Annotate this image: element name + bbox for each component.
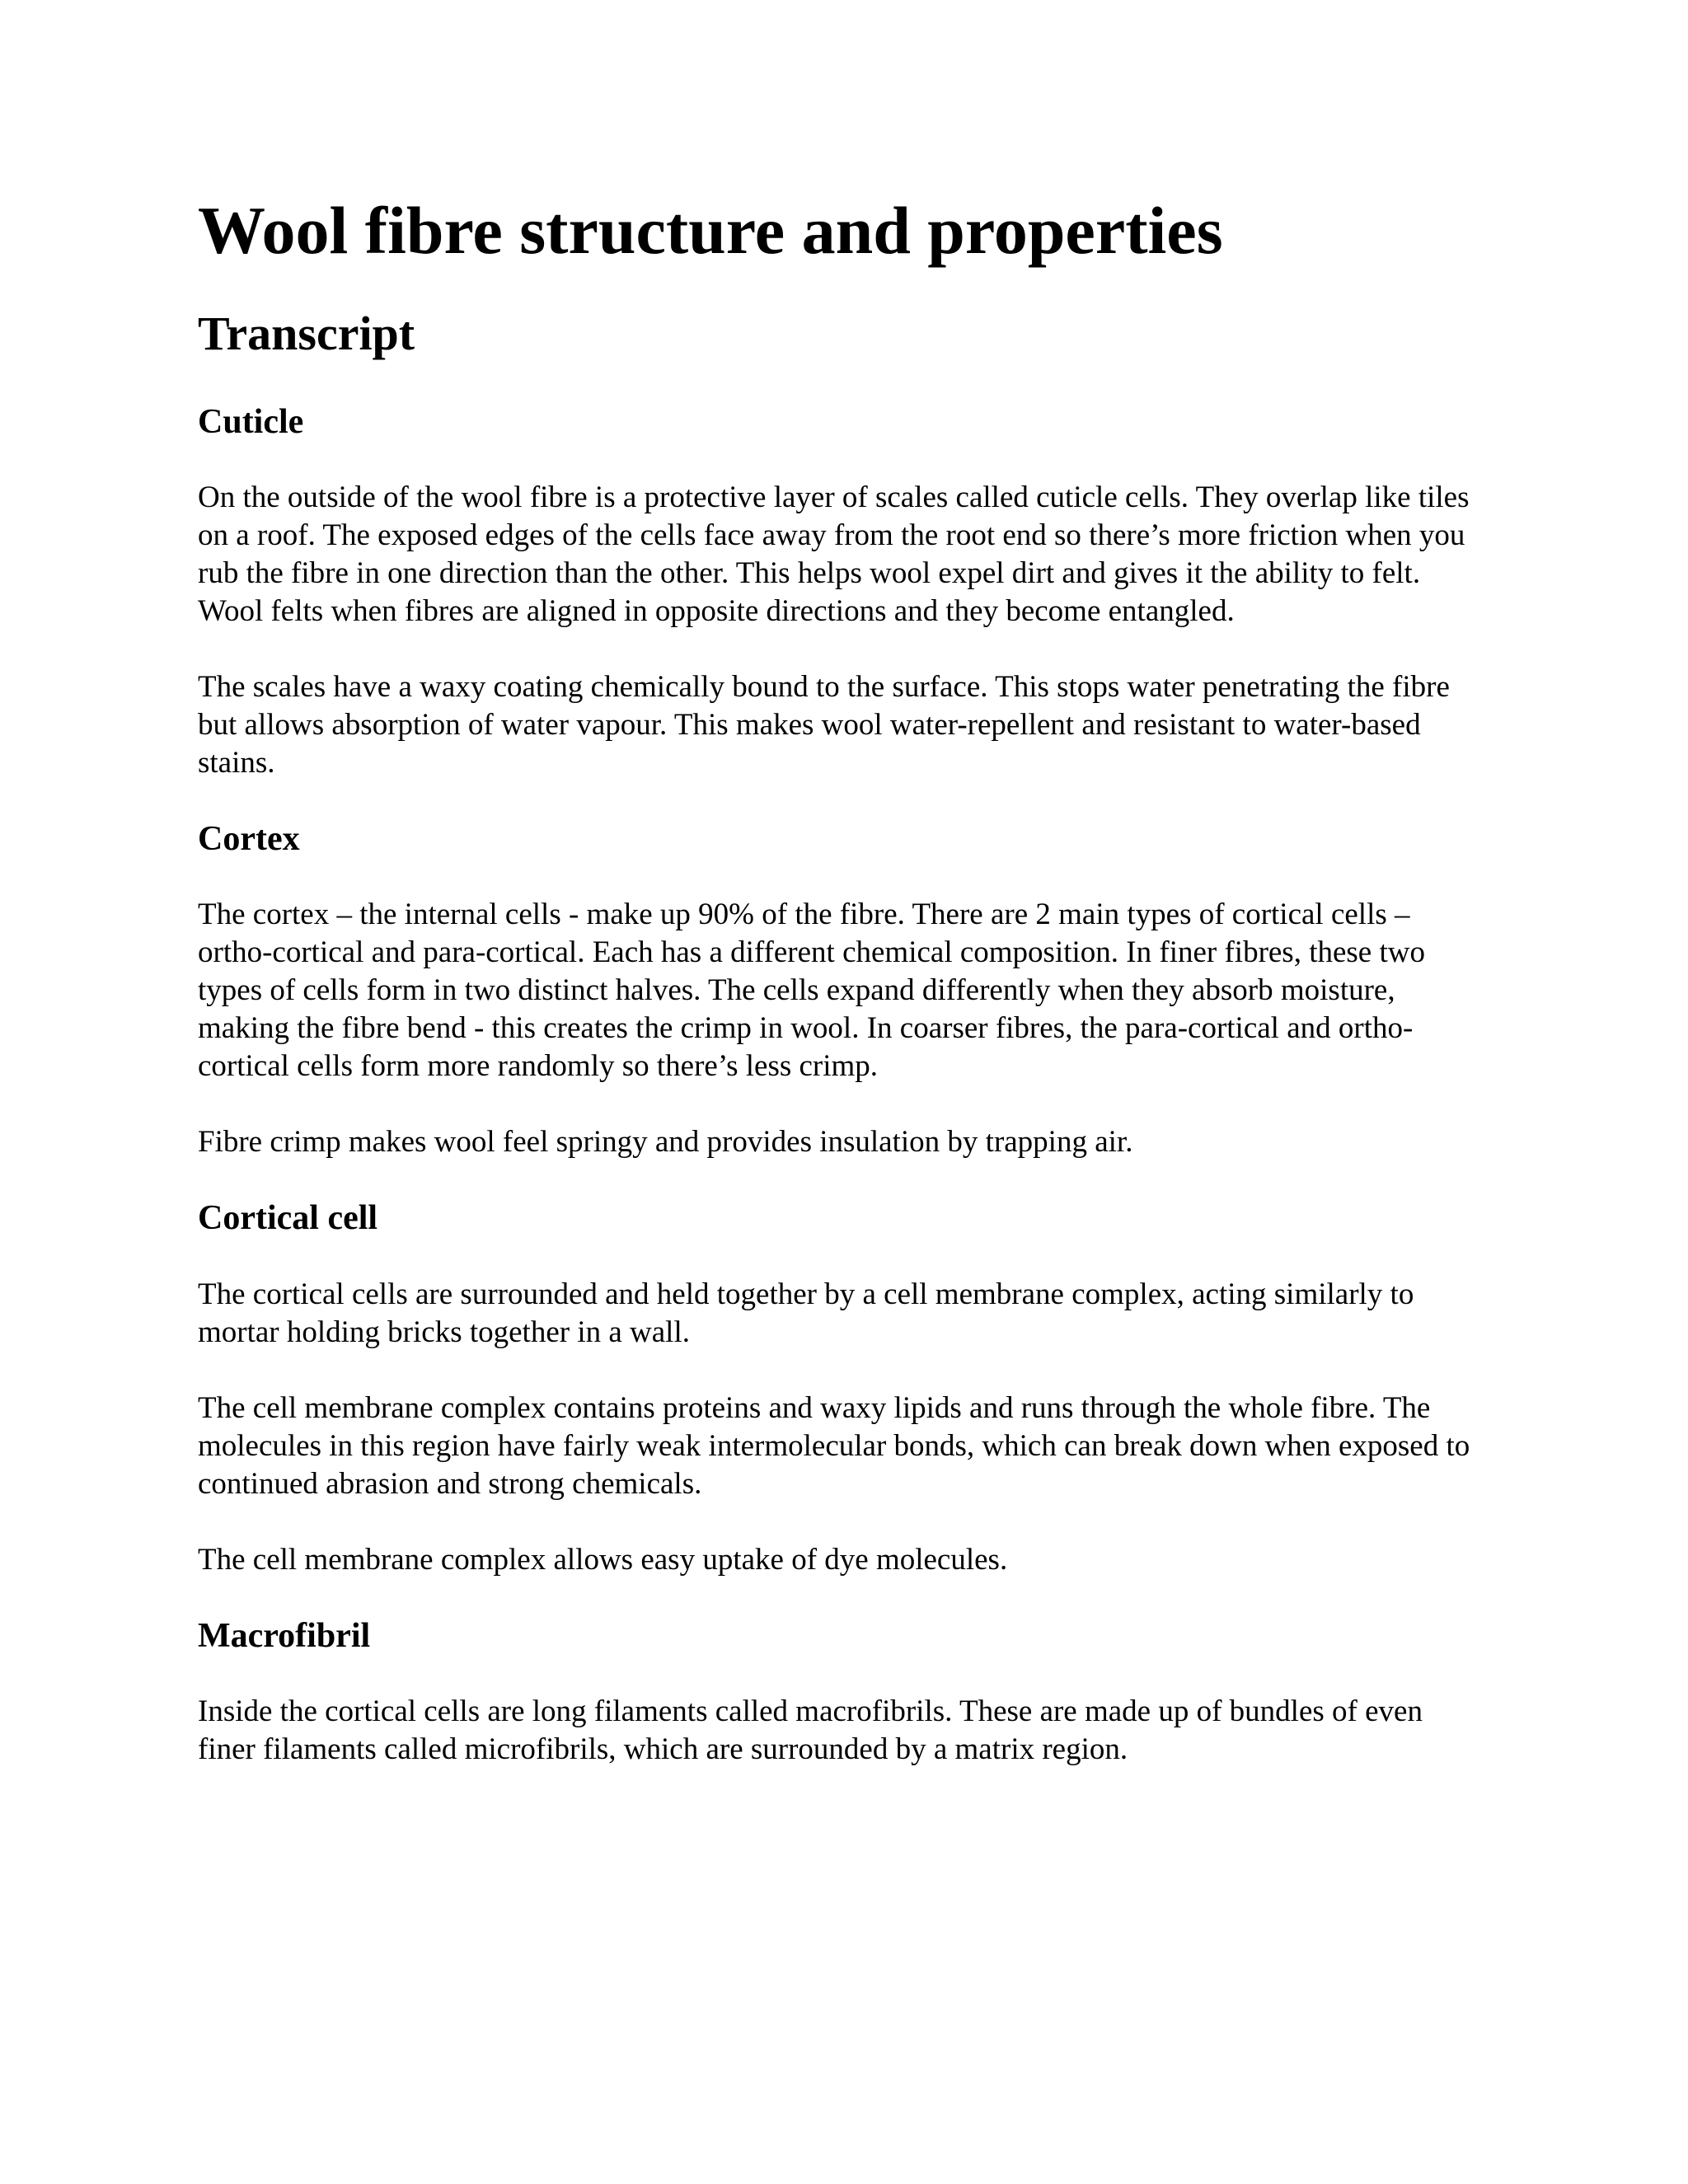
document-title: Wool fibre structure and properties xyxy=(198,193,1223,268)
section-macrofibril xyxy=(198,1617,1484,1769)
body-paragraph: Fibre crimp makes wool feel springy and provides insulation by trapping air. xyxy=(198,1125,1133,1160)
body-paragraph: The cortex – the internal cells - make up 90% of the fibre. There are 2 main types of cortical cells – ortho-cortical and para-cortical. Each has a different chemical composition. In finer fibres, these two types of cells form in two distinct halves. The cells expand differently when they absorb moisture, making the fibre bend - this creates the crimp in wool. In coarser fibres, the para-cortical and ortho-cortical cells form more randomly so there’s less crimp. xyxy=(198,898,1425,1084)
body-paragraph: Inside the cortical cells are long filaments called macrofibrils. These are made up of bundles of even finer filaments called microfibrils, which are surrounded by a matrix region. xyxy=(198,1694,1423,1766)
section-cuticle xyxy=(198,403,1484,782)
body-paragraph: On the outside of the wool fibre is a protective layer of scales called cuticle cells. They overlap like tiles on a roof. The exposed edges of the cells face away from the root end so there’s more friction when you rub the fibre in one direction than the other. This helps wool expel dirt and gives it the ability to felt. Wool felts when fibres are aligned in opposite directions and they become entangled. xyxy=(198,480,1470,629)
section-cortex xyxy=(198,820,1484,1161)
body-paragraph: The cortical cells are surrounded and held together by a cell membrane complex, acting similarly to mortar holding bricks together in a wall. xyxy=(198,1277,1414,1349)
section-cortical-cell xyxy=(198,1199,1484,1578)
body-paragraph: The cell membrane complex contains proteins and waxy lipids and runs through the whole fibre. The molecules in this region have fairly weak intermolecular bonds, which can break down when exposed to continued abrasion and strong chemicals. xyxy=(198,1390,1470,1501)
section-heading: Macrofibril xyxy=(198,1616,371,1655)
section-heading: Cuticle xyxy=(198,402,304,441)
document-subtitle: Transcript xyxy=(198,307,415,361)
body-paragraph: The cell membrane complex allows easy uptake of dye molecules. xyxy=(198,1542,1008,1577)
body-paragraph: The scales have a waxy coating chemically bound to the surface. This stops water penetrating the fibre but allows absorption of water vapour. This makes wool water-repellent and resistant to water-based stains. xyxy=(198,670,1450,780)
section-heading: Cortical cell xyxy=(198,1199,378,1238)
section-heading: Cortex xyxy=(198,820,300,859)
document-page xyxy=(198,194,1484,1807)
